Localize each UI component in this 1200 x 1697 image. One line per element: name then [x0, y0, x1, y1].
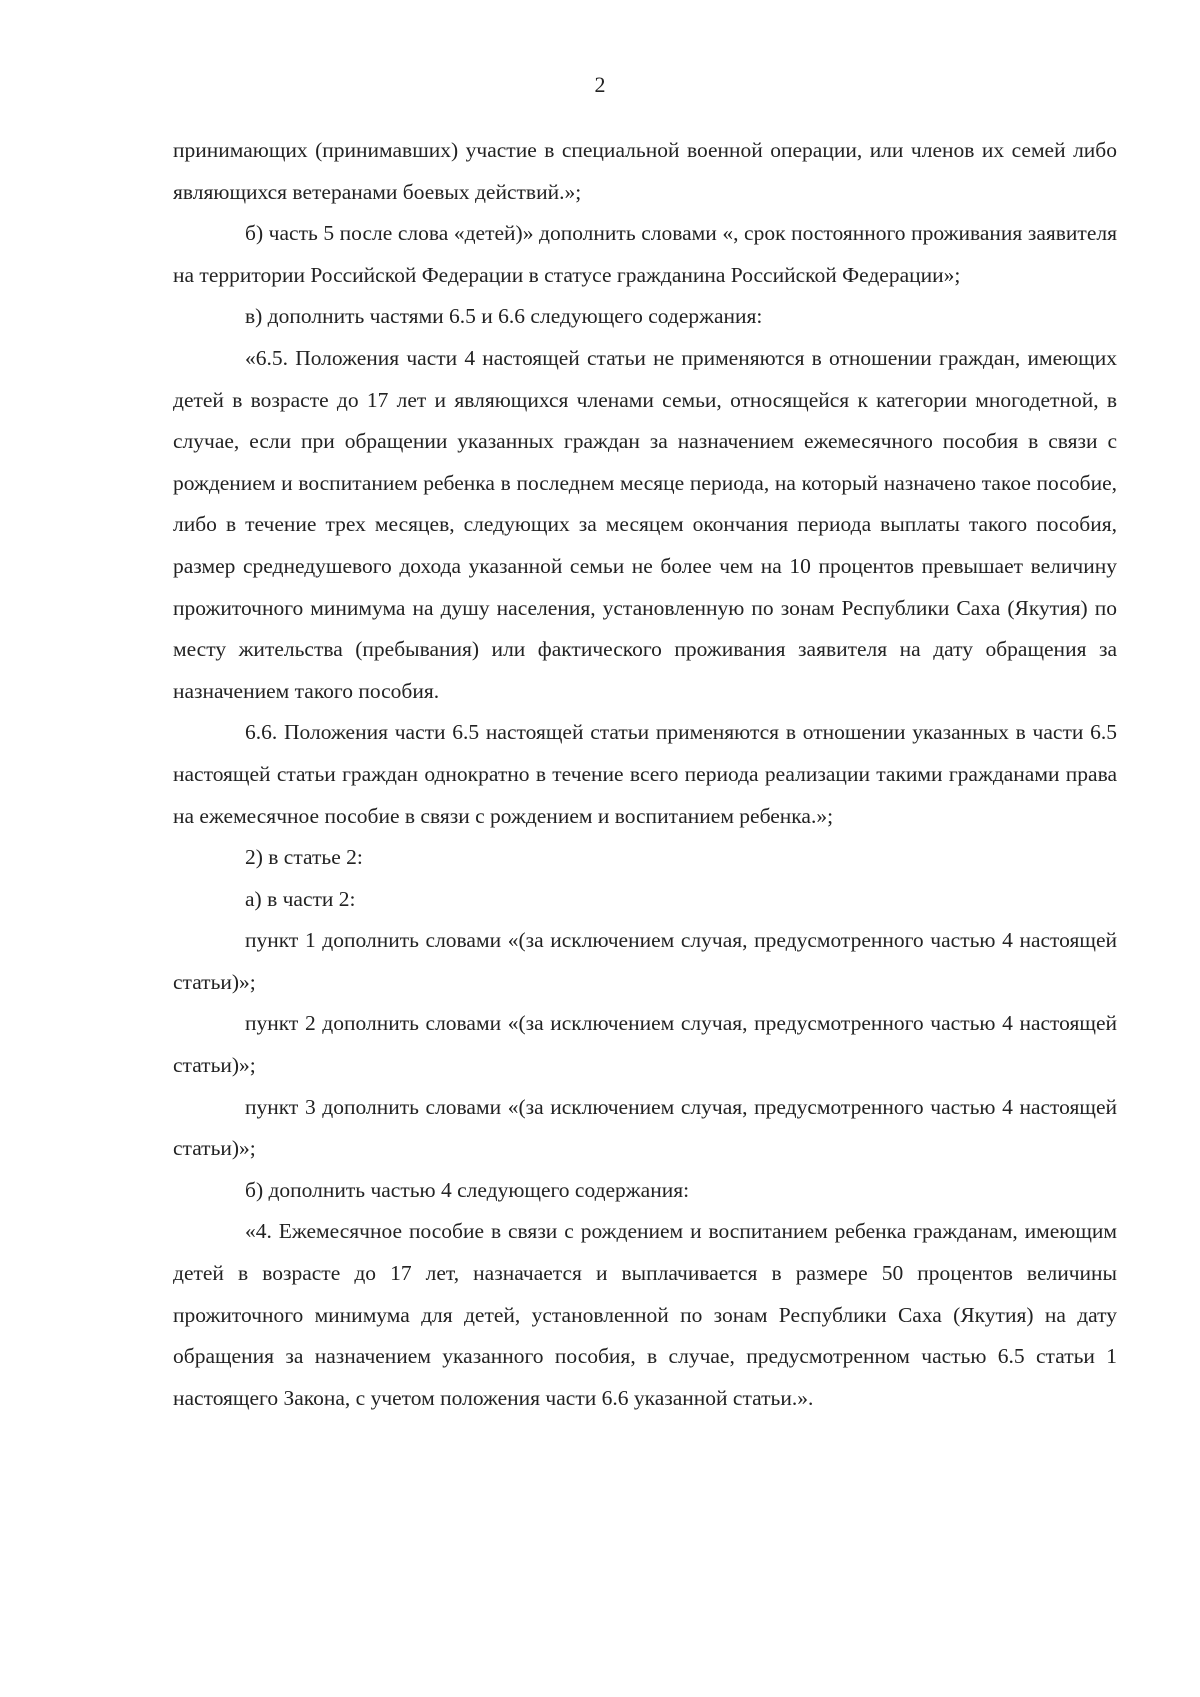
paragraph-item-3: пункт 3 дополнить словами «(за исключением случая, предусмотренного частью 4 настоящей статьи)»; — [173, 1094, 1117, 1161]
paragraph-part-2-heading: а) в части 2: — [245, 886, 356, 911]
document-body — [173, 130, 1117, 1419]
paragraph-item-1: пункт 1 дополнить словами «(за исключением случая, предусмотренного частью 4 настоящей статьи)»; — [173, 928, 1117, 994]
paragraph-part-5-amendment: б) часть 5 после слова «детей)» дополнить словами «, срок постоянного проживания заявителя на территории Российской Федерации в статусе гражданина Российской Федерации»; — [173, 221, 1117, 287]
paragraph-item-2: пункт 2 дополнить словами «(за исключением случая, предусмотренного частью 4 настоящей статьи)»; — [173, 1011, 1117, 1078]
paragraph-article-2-heading: 2) в статье 2: — [245, 845, 363, 870]
paragraph-part-6-5: «6.5. Положения части 4 настоящей статьи не применяются в отношении граждан, имеющих детей в возрасте до 17 лет и являющихся членами семьи, относящейся к категории многодетной, в случае, если при обращении указанных граждан за назначением ежемесячного пособия в связи с рождением и воспитанием ребенка в последнем месяце периода, на который назначено такое пособие, либо в течение трех месяцев, следующих за месяцем окончания периода выплаты такого пособия, размер среднедушевого дохода указанной семьи не более чем на 10 процентов превышает величину прожиточного минимума на душу населения, установленную по зонам Республики Саха (Якутия) по месту жительства (пребывания) или фактического проживания заявителя на дату обращения за назначением такого пособия. — [173, 345, 1117, 703]
paragraph-add-part-4-intro: б) дополнить частью 4 следующего содержания: — [245, 1177, 690, 1202]
paragraph-part-6-6: 6.6. Положения части 6.5 настоящей статьи применяются в отношении указанных в части 6.5 настоящей статьи граждан однократно в течение всего периода реализации такими гражданами права на ежемесячное пособие в связи с рождением и воспитанием ребенка.»; — [173, 720, 1117, 828]
paragraph-part-4: «4. Ежемесячное пособие в связи с рождением и воспитанием ребенка гражданам, имеющим детей в возрасте до 17 лет, назначается и выплачивается в размере 50 процентов величины прожиточного минимума для детей, установленной по зонам Республики Саха (Якутия) на дату обращения за назначением указанного пособия, в случае, предусмотренном частью 6.5 статьи 1 настоящего Закона, с учетом положения части 6.6 указанной статьи.». — [173, 1219, 1117, 1410]
page-number: 2 — [594, 72, 606, 97]
paragraph-add-parts-intro: в) дополнить частями 6.5 и 6.6 следующего содержания: — [245, 304, 763, 329]
paragraph-continuation: принимающих (принимавших) участие в специальной военной операции, или членов их семей либо являющихся ветеранами боевых действий.»; — [173, 138, 1117, 204]
